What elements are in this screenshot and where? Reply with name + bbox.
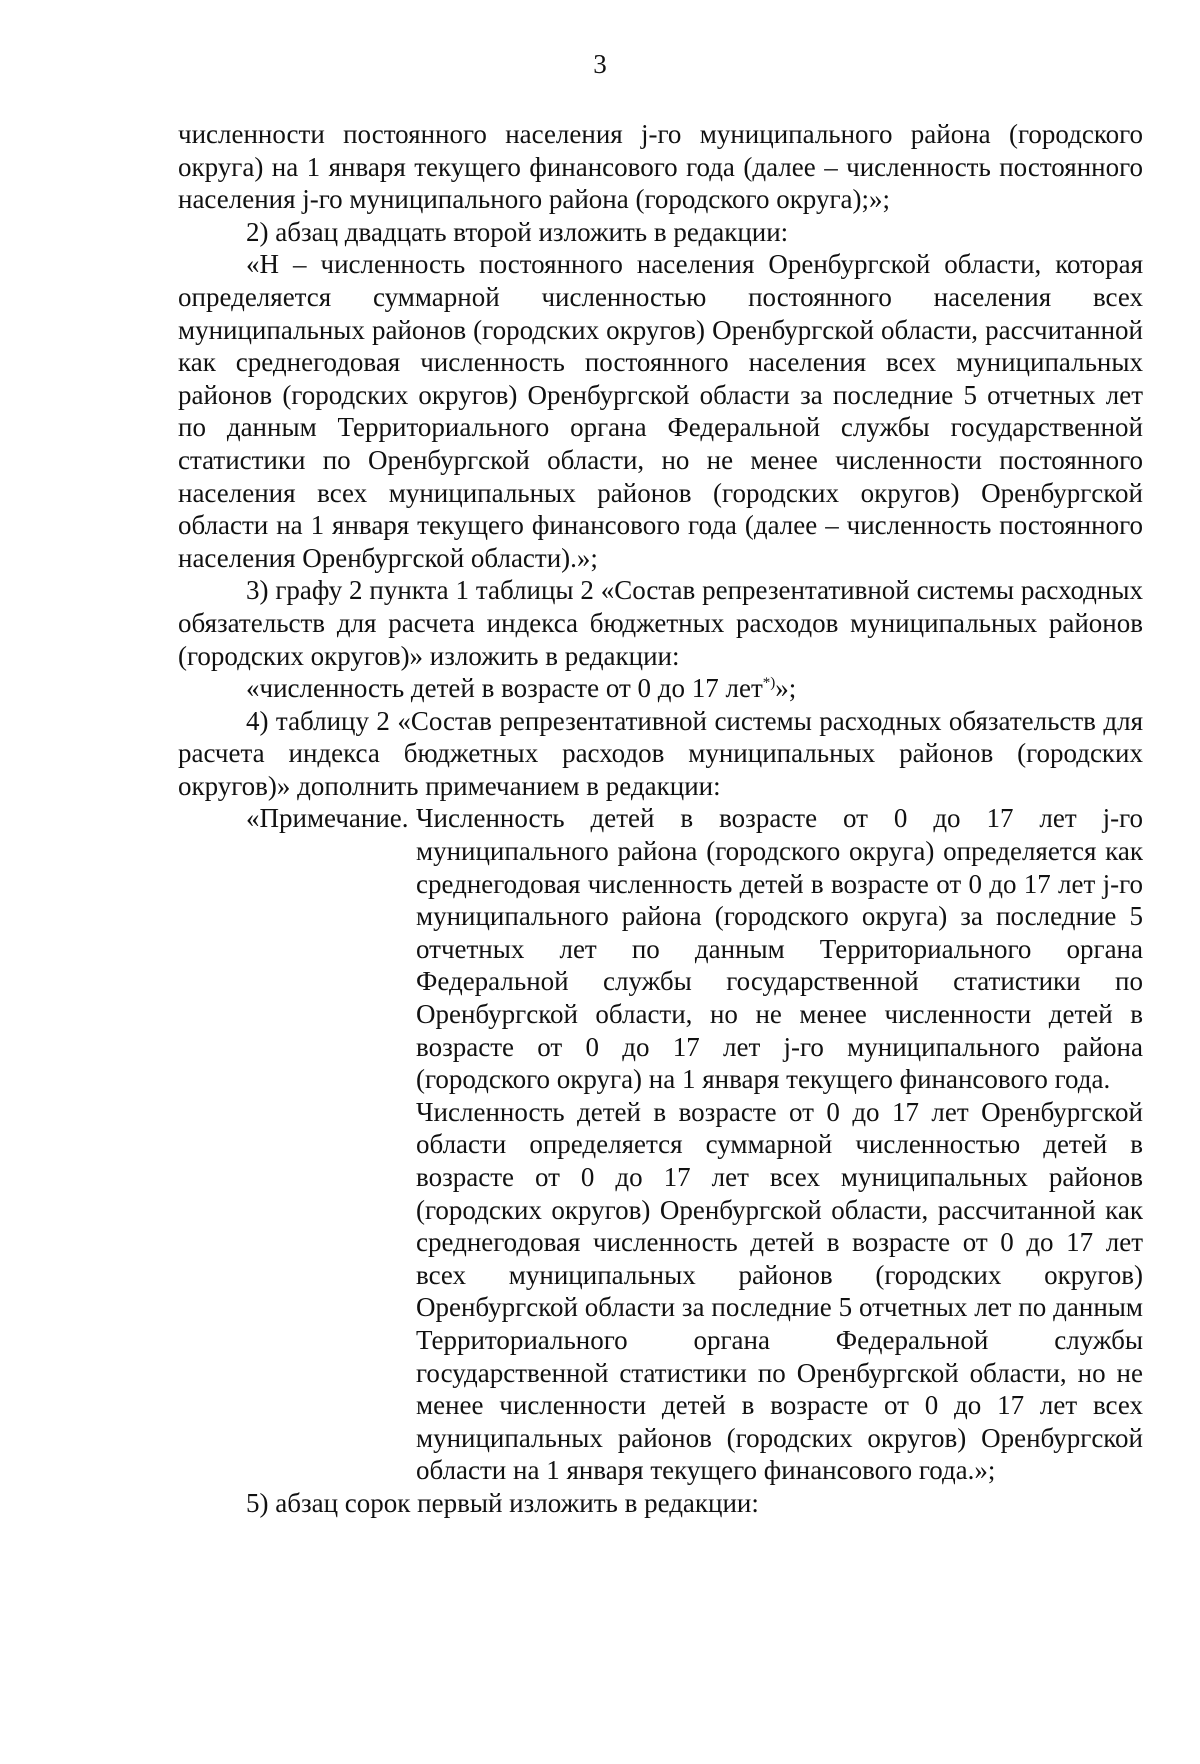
document-body — [178, 118, 1143, 1520]
item-3-quote-end: »; — [775, 673, 797, 704]
note-block — [178, 802, 1143, 1486]
item-3-quote: «численность детей в возрасте от 0 до 17 лет — [246, 673, 763, 704]
paragraph-item-4: 4) таблицу 2 «Состав репрезентативной системы расходных обязательств для расчета индекса бюджетных расходов муниципальных районов (городских округов)» дополнить примечанием в редакции: — [178, 705, 1143, 801]
paragraph-item-5: 5) абзац сорок первый изложить в редакции: — [246, 1487, 759, 1518]
paragraph-item-2-text: «Н – численность постоянного населения Оренбургской области, которая определяется суммарной численностью постоянного населения всех муниципальных районов (городских округов) Оренбургской области, рассчитанной как среднегодовая численность постоянного населения всех муниципальных районов (городских округов) Оренбургской области за последние 5 отчетных лет по данным Территориального органа Федеральной службы государственной статистики по Оренбургской области, но не менее численности постоянного населения всех муниципальных районов (городских округов) Оренбургской области на 1 января текущего финансового года (далее – численность постоянного населения Оренбургской области).»; — [178, 249, 1143, 573]
note-paragraph-2: Численность детей в возрасте от 0 до 17 лет Оренбургской области определяется суммарной численностью детей в возрасте от 0 до 17 лет всех муниципальных районов (городских округов) Оренбургской области, рассчитанной как среднегодовая численность детей в возрасте от 0 до 17 лет всех муниципальных районов (городских округов) Оренбургской области за последние 5 отчетных лет по данным Территориального органа Федеральной службы государственной статистики по Оренбургской области, но не менее численности детей в возрасте от 0 до 17 лет всех муниципальных районов (городских округов) Оренбургской области на 1 января текущего финансового года.»; — [416, 1096, 1143, 1486]
note-paragraph-1: Численность детей в возрасте от 0 до 17 лет j-го муниципального района (городского округа) определяется как среднегодовая численность детей в возрасте от 0 до 17 лет j-го муниципального района (городского округа) за последние 5 отчетных лет по данным Территориального органа Федеральной службы государственной статистики по Оренбургской области, но не менее численности детей в возрасте от 0 до 17 лет j-го муниципального района (городского округа) на 1 января текущего финансового года. — [416, 803, 1143, 1095]
paragraph-item-2: 2) абзац двадцать второй изложить в редакции: — [246, 216, 789, 247]
note-body — [416, 802, 1143, 1486]
page-number: 3 — [593, 49, 607, 79]
footnote-marker: *) — [762, 675, 776, 692]
paragraph-continuation: численности постоянного населения j-го муниципального района (городского округа) на 1 января текущего финансового года (далее – численность постоянного населения j-го муниципального района (городского округа);»; — [178, 119, 1143, 215]
paragraph-item-3: 3) графу 2 пункта 1 таблицы 2 «Состав репрезентативной системы расходных обязательств для расчета индекса бюджетных расходов муниципальных районов (городских округов)» изложить в редакции: — [178, 575, 1143, 671]
paragraph-item-3-text — [178, 672, 1143, 705]
note-label: «Примечание. — [246, 803, 409, 834]
